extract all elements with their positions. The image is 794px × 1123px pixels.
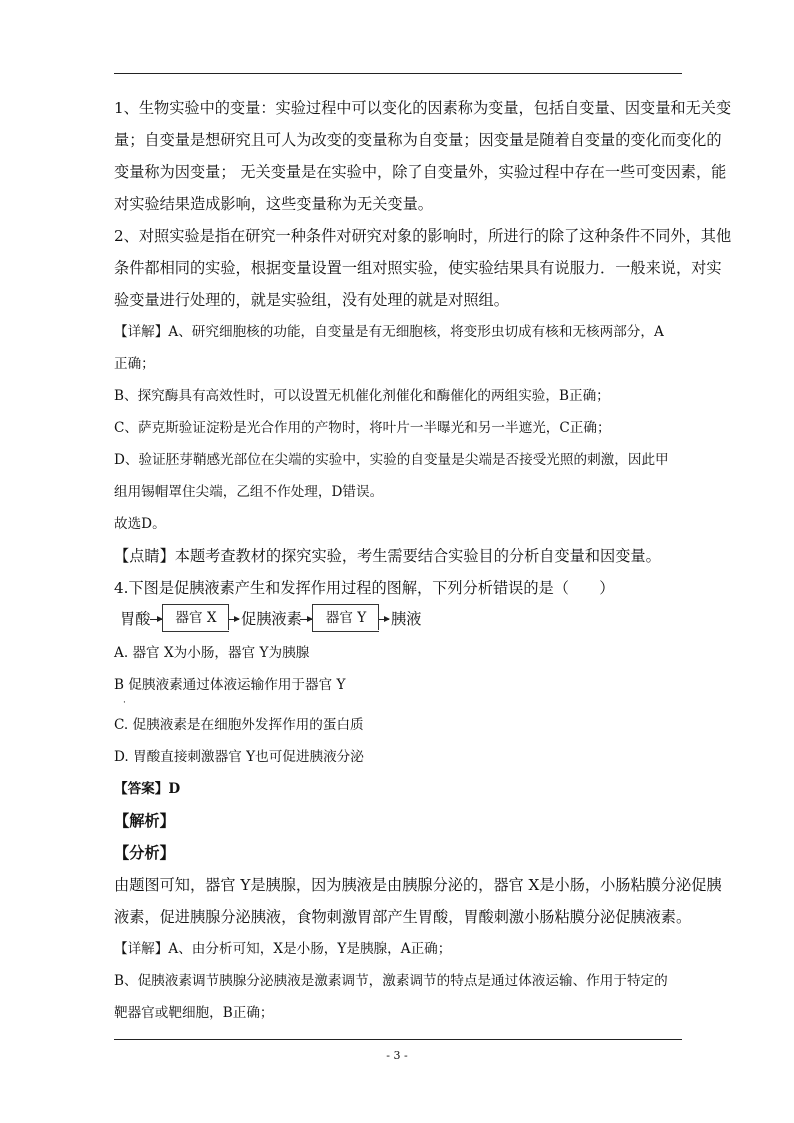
text-line: 由题图可知，器官 Y是胰腺，因为胰液是由胰腺分泌的，器官 X是小肠，小肠粘膜分泌促胰 — [114, 876, 722, 894]
option-a: A. 器官 X为小肠，器官 Y为胰腺 — [114, 645, 310, 661]
text-line: 验变量进行处理的，就是实验组，没有处理的就是对照组。 — [114, 291, 509, 309]
text-line: 1、生物实验中的变量：实验过程中可以变化的因素称为变量，包括自变量、因变量和无关变 — [114, 99, 732, 117]
text-line: 正确； — [114, 356, 155, 372]
diagram-mid-label: 促胰液素 — [241, 610, 302, 628]
organ-y-box: 器官 Y — [312, 604, 379, 632]
text-line: 变量称为因变量； 无关变量是在实验中，除了自变量外，实验过程中存在一些可变因素，能 — [114, 163, 727, 181]
text-line: 靶器官或靶细胞，B正确； — [114, 1005, 274, 1021]
flow-diagram — [114, 604, 534, 634]
analysis-heading: 【解析】 — [114, 812, 175, 830]
box-divider — [378, 604, 379, 630]
text-line: 条件都相同的实验，根据变量设置一组对照实验，使实验结果具有说服力．一般来说，对实 — [114, 259, 722, 277]
text-line: 【点睛】本题考查教材的探究实验，考生需要结合实验目的分析自变量和因变量。 — [114, 547, 661, 565]
answer-label: 【答案】D — [114, 781, 181, 797]
organ-x-box: 器官 X — [162, 604, 229, 632]
option-b: B 促胰液素通过体液运输作用于器官 Y — [114, 677, 346, 693]
text-line: 量；自变量是想研究且可人为改变的变量称为自变量；因变量是随着自变量的变化而变化的 — [114, 131, 722, 149]
arrow-icon — [379, 619, 389, 620]
text-line: B、促胰液素调节胰腺分泌胰液是激素调节，激素调节的特点是通过体液运输、作用于特定的 — [114, 973, 668, 989]
text-line: B、探究酶具有高效性时，可以设置无机催化剂催化和酶催化的两组实验，B正确； — [114, 388, 610, 404]
text-line: 故选D。 — [114, 516, 166, 532]
box-divider — [228, 604, 229, 630]
text-line: 液素，促进胰腺分泌胰液，食物刺激胃部产生胃酸，胃酸刺激小肠粘膜分泌促胰液素。 — [114, 908, 692, 926]
diagram-end-label: 胰液 — [391, 610, 422, 628]
page-number: - 3 - — [386, 1049, 408, 1062]
text-line: 对实验结果造成影响，这些变量称为无关变量。 — [114, 195, 433, 213]
footer-rule — [114, 1039, 682, 1040]
text-line: 【详解】A、研究细胞核的功能，自变量是有无细胞核，将变形虫切成有核和无核两部分，A — [114, 324, 664, 340]
header-rule — [114, 73, 682, 74]
text-line: 组用锡帽罩住尖端，乙组不作处理，D错误。 — [114, 484, 384, 500]
option-c: C. 促胰液素是在细胞外发挥作用的蛋白质 — [114, 717, 364, 733]
question-stem: 4.下图是促胰液素产生和发挥作用过程的图解，下列分析错误的是（ ） — [114, 579, 615, 597]
text-line: C、萨克斯验证淀粉是光合作用的产物时，将叶片一半曝光和另一半遮光，C正确； — [114, 420, 611, 436]
arrow-icon — [150, 619, 162, 620]
text-line: 【详解】A、由分析可知，X是小肠，Y是胰腺，A正确； — [114, 941, 452, 957]
option-d: D. 胃酸直接刺激器官 Y也可促进胰液分泌 — [114, 749, 364, 765]
text-line: 2、对照实验是指在研究一种条件对研究对象的影响时，所进行的除了这种条件不同外，其他 — [114, 227, 732, 245]
fenxi-heading: 【分析】 — [114, 844, 175, 862]
diagram-start-label: 胃酸 — [120, 610, 151, 628]
arrow-icon — [229, 619, 239, 620]
text-line: D、验证胚芽鞘感光部位在尖端的实验中，实验的自变量是尖端是否接受光照的刺激，因此甲 — [114, 452, 669, 468]
arrow-icon — [300, 619, 312, 620]
stray-dot: · — [123, 698, 126, 708]
